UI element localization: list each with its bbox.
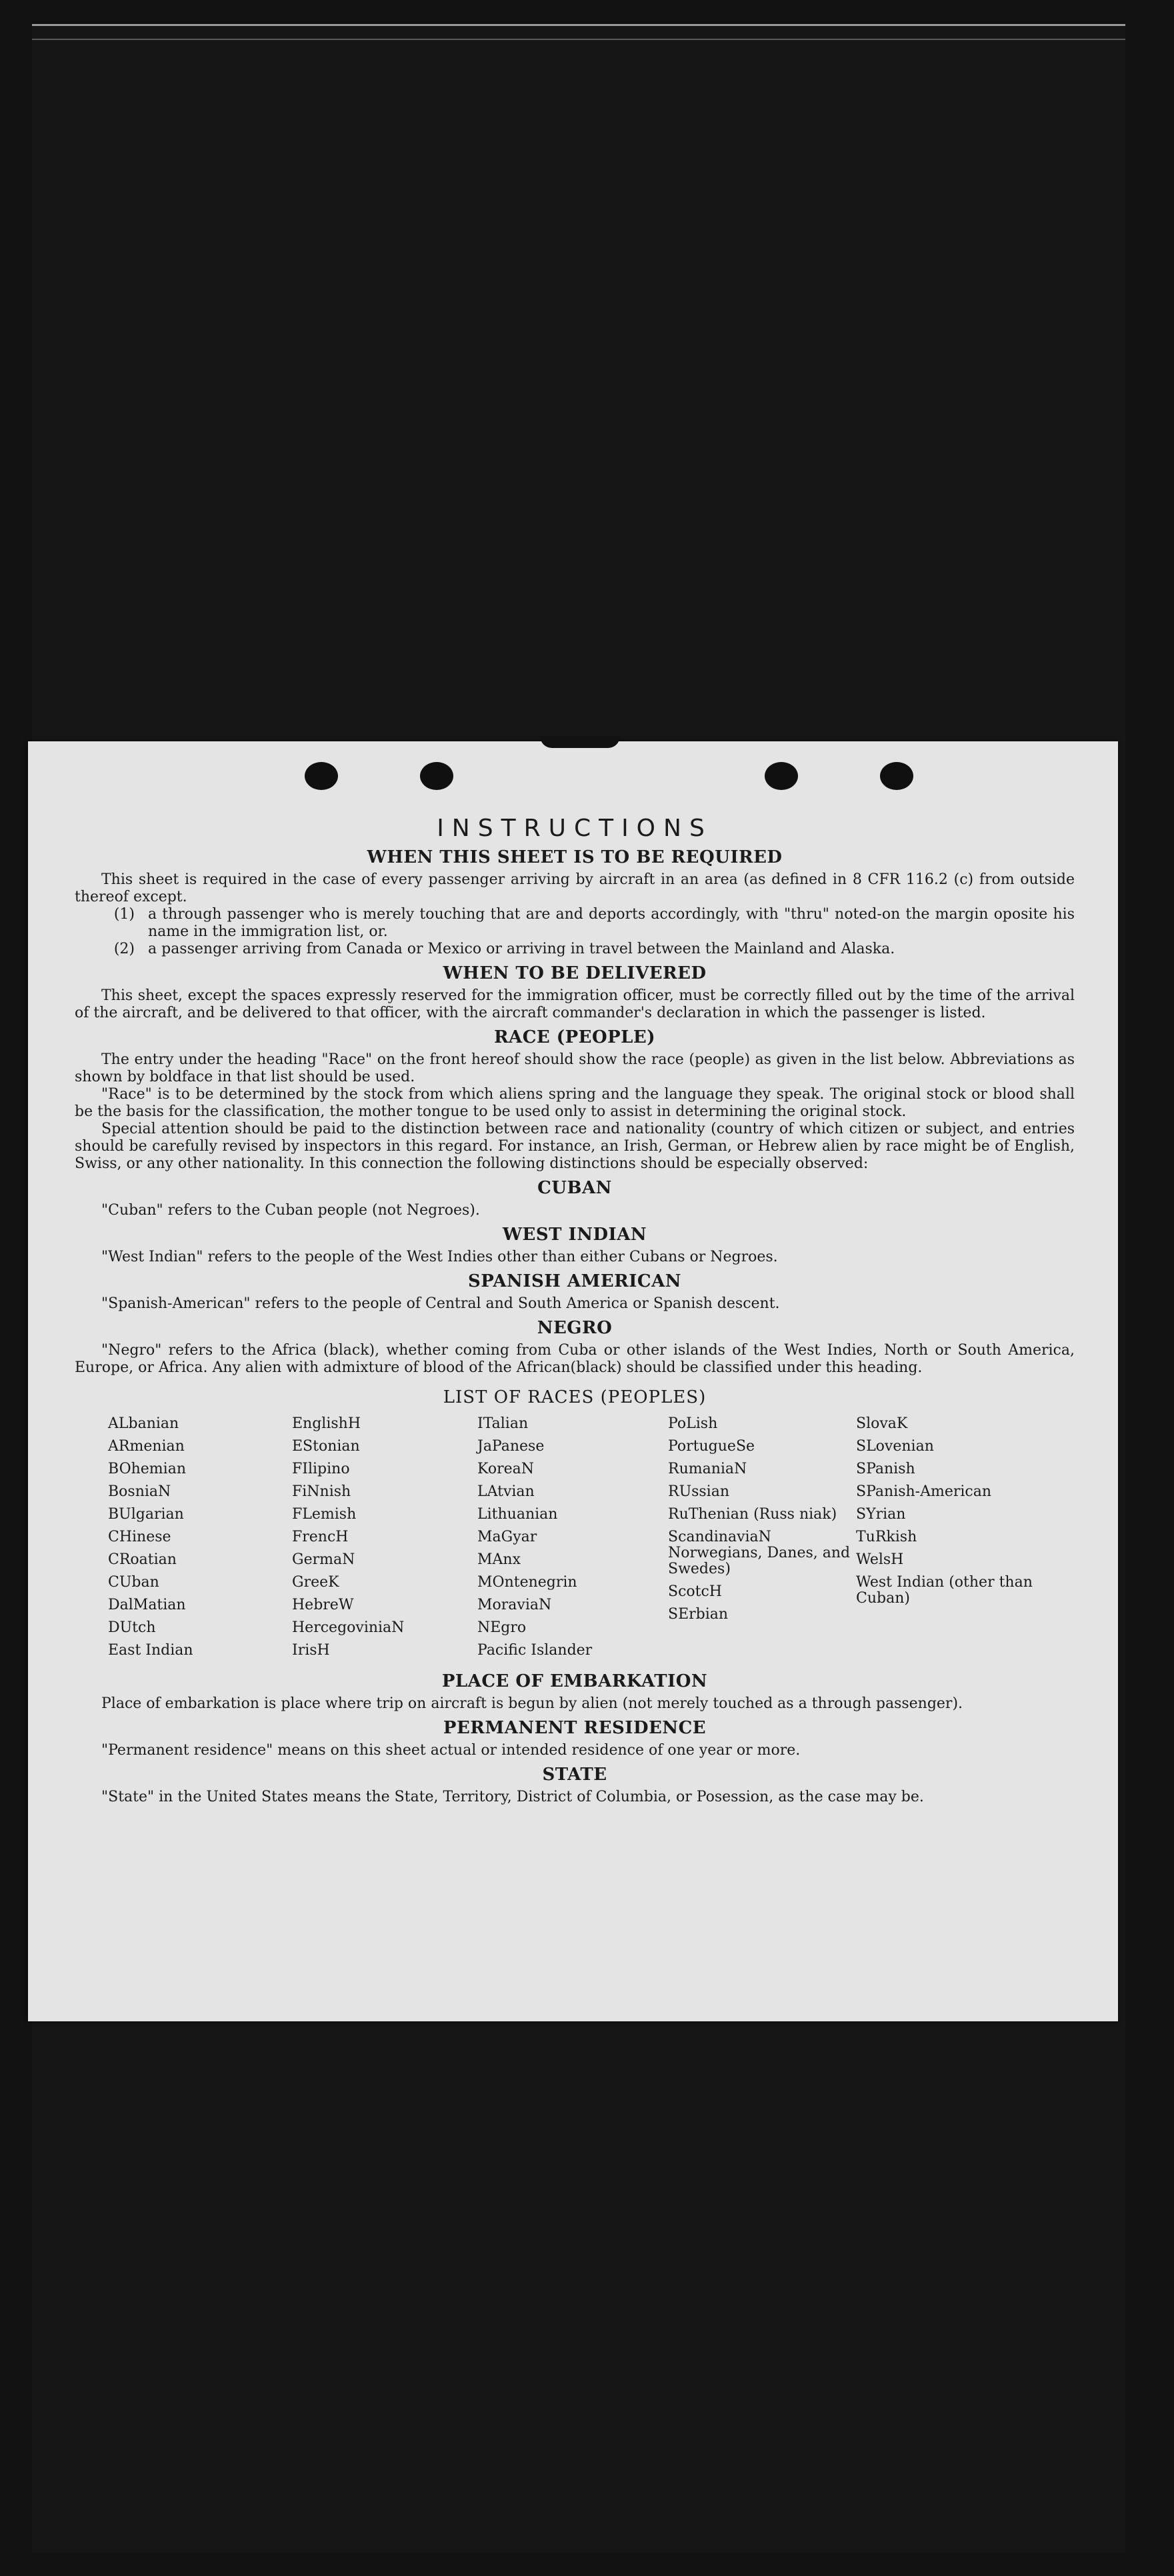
race-item: ARmenian <box>108 1438 185 1455</box>
sheet-content <box>75 815 1075 1806</box>
section-heading: SPANISH AMERICAN <box>467 1271 682 1291</box>
punch-hole <box>420 762 453 790</box>
section-paragraph: Place of embarkation is place where trip on aircraft is begun by alien (not merely touched as a through passenger). <box>101 1695 963 1712</box>
section-heading: PERMANENT RESIDENCE <box>443 1718 707 1738</box>
race-item: MaGyar <box>477 1529 537 1545</box>
race-item: MOntenegrin <box>477 1574 577 1591</box>
punch-hole <box>305 762 338 790</box>
section-paragraph: "Permanent residence" means on this sheet actual or intended residence of one year or more. <box>101 1742 801 1759</box>
instruction-sheet <box>28 741 1118 2021</box>
list-item <box>75 906 1075 941</box>
punch-hole <box>765 762 798 790</box>
race-item: JaPanese <box>477 1438 545 1455</box>
race-item: HebreW <box>292 1597 354 1613</box>
races-grid <box>75 1413 1075 1662</box>
page-title: INSTRUCTIONS <box>437 815 713 842</box>
section-heading: WEST INDIAN <box>502 1225 647 1245</box>
race-item: Pacific Islander <box>477 1642 593 1659</box>
race-item: SErbian <box>668 1606 729 1623</box>
race-item: WelsH <box>856 1551 904 1568</box>
section-paragraph: The entry under the heading "Race" on the front hereof should show the race (people) as given in the list below. Abbreviations as shown by boldface in that list should be used. <box>75 1051 1075 1085</box>
section-paragraph: "Spanish-American" refers to the people of Central and South America or Spanish descent. <box>101 1295 780 1312</box>
race-item: SYrian <box>856 1506 906 1523</box>
section-heading: RACE (PEOPLE) <box>493 1027 656 1047</box>
section-paragraph: "Cuban" refers to the Cuban people (not Negroes). <box>101 1202 480 1219</box>
race-item: MAnx <box>477 1551 521 1568</box>
section-paragraph: "State" in the United States means the State, Territory, District of Columbia, or Posession, as the case may be. <box>101 1789 924 1805</box>
races-list-title: LIST OF RACES (PEOPLES) <box>443 1387 707 1407</box>
race-item: ALbanian <box>108 1415 179 1432</box>
race-item: PoLish <box>668 1415 718 1432</box>
section-paragraph: "Race" is to be determined by the stock from which aliens spring and the language they speak. The original stock or blood shall be the basis for the classification, the mother tongue to be used only to assist in determining the original stock. <box>75 1086 1075 1120</box>
section-paragraph: This sheet is required in the case of every passenger arriving by aircraft in an area (as defined in 8 CFR 116.2 (c) from outside thereof except. <box>75 871 1075 905</box>
race-item: EStonian <box>292 1438 360 1455</box>
race-item: RuThenian (Russ niak) <box>668 1506 837 1523</box>
section-heading: PLACE OF EMBARKATION <box>441 1671 708 1691</box>
race-item: ITalian <box>477 1415 529 1432</box>
race-item: HercegoviniaN <box>292 1619 405 1636</box>
race-item: PortugueSe <box>668 1438 755 1455</box>
race-item: FrencH <box>292 1529 349 1545</box>
section-heading: WHEN TO BE DELIVERED <box>443 963 707 983</box>
race-item: CRoatian <box>108 1551 177 1568</box>
race-item: West Indian (other than Cuban) <box>856 1574 1033 1607</box>
races-column <box>668 1413 856 1662</box>
section-heading: STATE <box>542 1765 607 1785</box>
race-item: CUban <box>108 1574 159 1591</box>
section-paragraph: This sheet, except the spaces expressly reserved for the immigration officer, must be correctly filled out by the time of the arrival of the aircraft, and be delivered to that officer, with the aircraft commander's declaration in which the passenger is listed. <box>75 987 1075 1021</box>
sheet-notch <box>540 736 620 748</box>
race-item: DUtch <box>108 1619 156 1636</box>
scan-edge-line <box>32 39 1125 40</box>
races-column <box>292 1413 477 1662</box>
race-item: GreeK <box>292 1574 339 1591</box>
list-item <box>75 941 1075 958</box>
race-item: RUssian <box>668 1483 730 1500</box>
race-item: NEgro <box>477 1619 527 1636</box>
race-item: ScotcH <box>668 1583 722 1600</box>
section-heading: WHEN THIS SHEET IS TO BE REQUIRED <box>367 847 783 867</box>
list-item-text: a passenger arriving from Canada or Mexico or arriving in travel between the Mainland and Alaska. <box>148 941 895 957</box>
race-item: FLemish <box>292 1506 357 1523</box>
section-paragraph: "West Indian" refers to the people of the West Indies other than either Cubans or Negroes. <box>101 1249 778 1265</box>
section-paragraph: "Negro" refers to the Africa (black), whether coming from Cuba or other islands of the West Indies, North or South America, Europe, or Africa. Any alien with admixture of blood of the African(black) should be classified under this heading. <box>75 1342 1075 1376</box>
race-item: BosniaN <box>108 1483 171 1500</box>
race-item: GermaN <box>292 1551 355 1568</box>
races-column <box>108 1413 292 1662</box>
race-item: SlovaK <box>856 1415 908 1432</box>
race-item: SLovenian <box>856 1438 934 1455</box>
race-item: East Indian <box>108 1642 193 1659</box>
race-item: KoreaN <box>477 1461 534 1477</box>
races-column <box>477 1413 668 1662</box>
section-paragraph: Special attention should be paid to the distinction between race and nationality (country of which citizen or subject, and entries should be carefully revised by inspectors in this regard. For instance, an Irish, German, or Hebrew alien by race might be of English, Swiss, or any other nationality. In this connection the following distinctions should be especially observed: <box>75 1121 1075 1172</box>
race-item: CHinese <box>108 1529 171 1545</box>
punch-hole <box>880 762 913 790</box>
section-heading: CUBAN <box>537 1178 612 1198</box>
race-item: FIlipino <box>292 1461 350 1477</box>
race-item: BOhemian <box>108 1461 186 1477</box>
section-heading: NEGRO <box>537 1318 613 1338</box>
race-item: TuRkish <box>856 1529 917 1545</box>
list-item-number: (2) <box>113 941 135 957</box>
list-item-number: (1) <box>113 906 135 923</box>
race-item: FiNnish <box>292 1483 351 1500</box>
races-column <box>856 1413 1056 1662</box>
race-item: BUlgarian <box>108 1506 184 1523</box>
race-item: MoraviaN <box>477 1597 552 1613</box>
race-item: DalMatian <box>108 1597 186 1613</box>
race-item: LAtvian <box>477 1483 535 1500</box>
race-item: SPanish <box>856 1461 915 1477</box>
race-item: IrisH <box>292 1642 330 1659</box>
race-item: EnglishH <box>292 1415 361 1432</box>
race-item: ScandinaviaN Norwegians, Danes, and Swedes) <box>668 1529 851 1577</box>
list-item-text: a through passenger who is merely touching that are and deports accordingly, with "thru" noted-on the margin oposite his name in the immigration list, or. <box>148 906 1075 940</box>
race-item: Lithuanian <box>477 1506 558 1523</box>
race-item: RumaniaN <box>668 1461 747 1477</box>
race-item: SPanish-American <box>856 1483 992 1500</box>
